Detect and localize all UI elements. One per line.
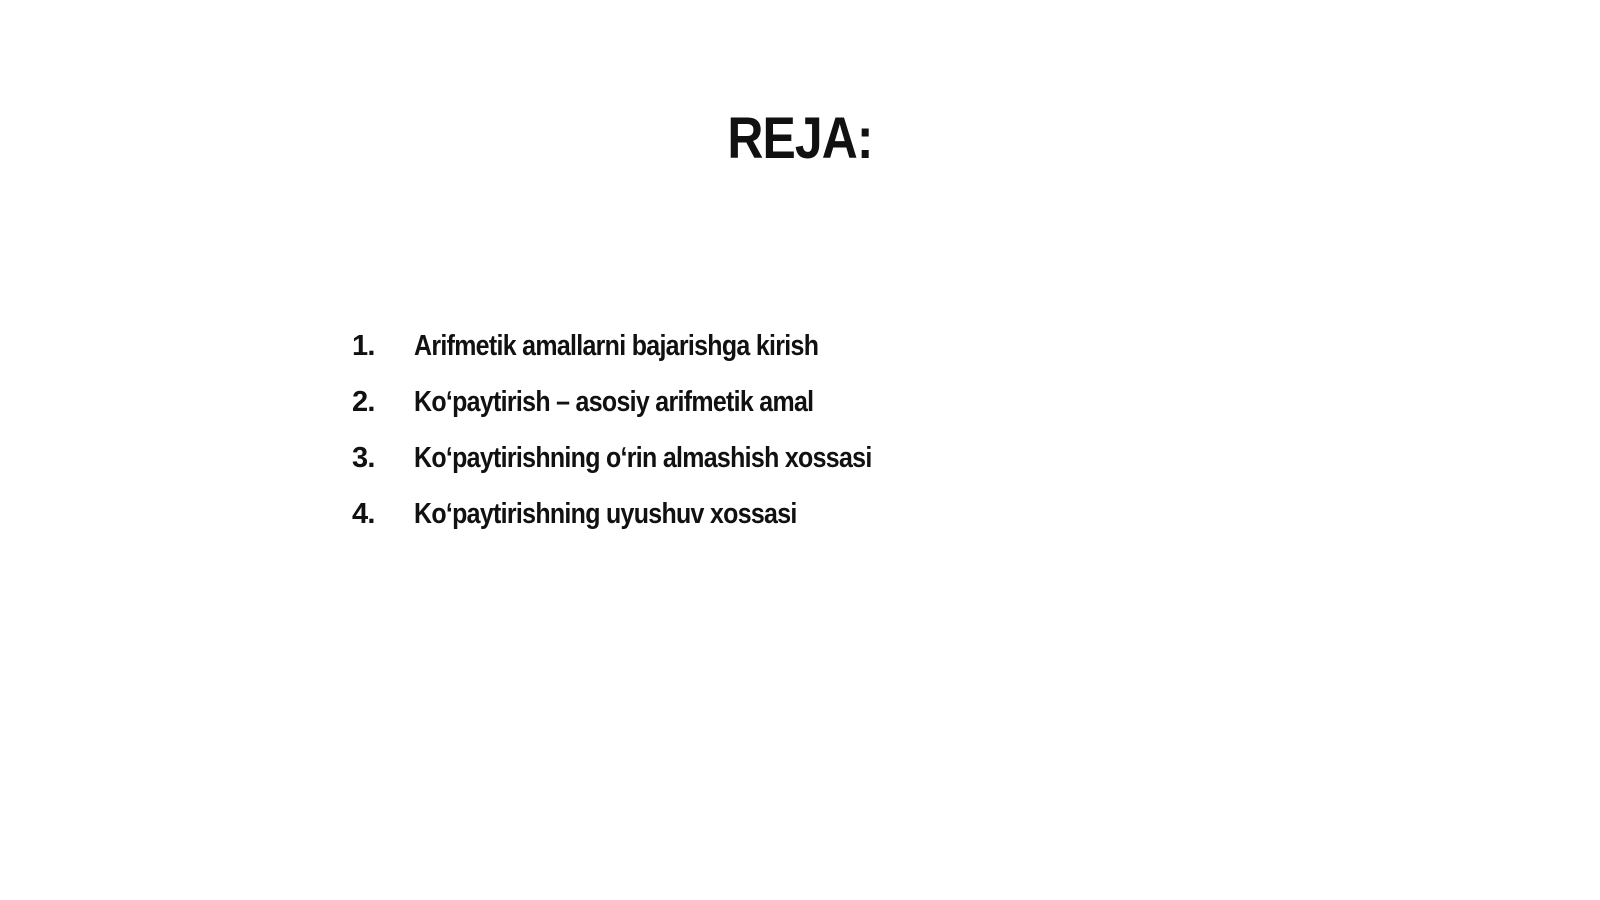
- plan-list: [352, 330, 946, 554]
- list-item: [352, 442, 946, 498]
- list-item-number: 3.: [352, 442, 375, 474]
- list-item: [352, 498, 946, 554]
- list-item-number: 4.: [352, 498, 375, 530]
- slide-title: REJA:: [727, 106, 873, 171]
- list-item: [352, 386, 946, 442]
- list-item-text: Koʻpaytirishning uyushuv xossasi: [414, 498, 797, 530]
- list-item: [352, 330, 946, 386]
- list-item-number: 1.: [352, 330, 375, 362]
- list-item-number: 2.: [352, 386, 375, 418]
- list-item-text: Arifmetik amallarni bajarishga kirish: [414, 330, 819, 362]
- list-item-text: Koʻpaytirishning oʻrin almashish xossasi: [414, 442, 872, 474]
- list-item-text: Koʻpaytirish – asosiy arifmetik amal: [414, 386, 814, 418]
